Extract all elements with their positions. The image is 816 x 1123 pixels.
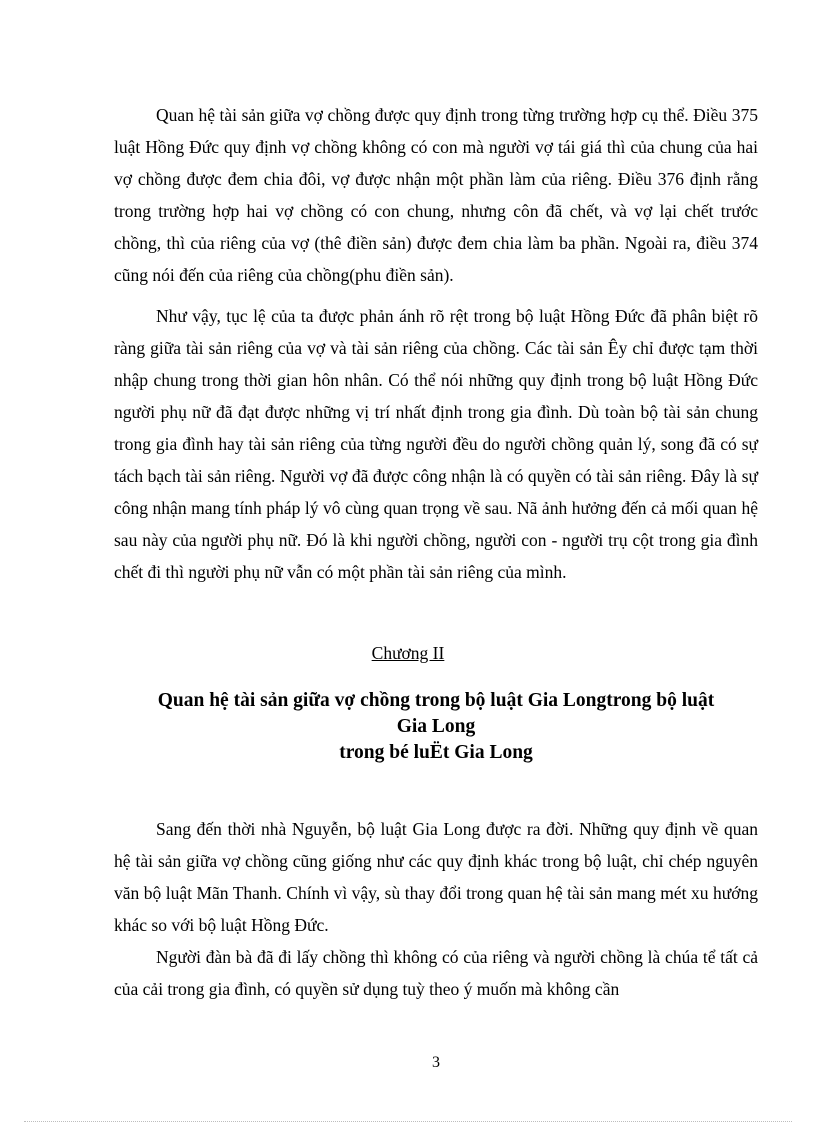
paragraph: Quan hệ tài sản giữa vợ chồng được quy định trong từng trường hợp cụ thể. Điều 375 luật Hồng Đức quy định vợ chồng không có con mà người vợ tái giá thì của chung của hai vợ chồng được đem chia đôi, vợ được nhận một phần làm của riêng. Điều 376 định rằng trong trường hợp hai vợ chồng có con chung, nhưng côn đã chết, và vợ lại chết trước chồng, thì của riêng của vợ (thê điền sản) được đem chia làm ba phần. Ngoài ra, điều 374 cũng nói đến của riêng của chồng(phu điền sản). (114, 105, 758, 285)
paragraph: Người đàn bà đã đi lấy chồng thì không có của riêng và người chồng là chúa tể tất cả của cải trong gia đình, có quyền sử dụng tuỳ theo ý muốn mà không cần (114, 947, 758, 999)
paragraph: Như vậy, tục lệ của ta được phản ánh rõ rệt trong bộ luật Hồng Đức đã phân biệt rõ ràng giữa tài sản riêng của vợ và tài sản riêng của chồng. Các tài sản Êy chỉ được tạm thời nhập chung trong thời gian hôn nhân. Có thể nói những quy định trong bộ luật Hồng Đức người phụ nữ đã đạt được những vị trí nhất định trong gia đình. Dù toàn bộ tài sản chung trong gia đình hay tài sản riêng của từng người đều do người chồng quản lý, song đã có sự tách bạch tài sản riêng. Người vợ đã được công nhận là có quyền có tài sản riêng. Đây là sự công nhận mang tính pháp lý vô cùng quan trọng về sau. Nã ảnh hưởng đến cả mối quan hệ sau này của người phụ nữ. Đó là khi người chồng, người con - người trụ cột trong gia đình chết đi thì người phụ nữ vẫn có một phần tài sản riêng của mình. (114, 306, 758, 582)
chapter-title-line: Gia Long (396, 716, 476, 737)
chapter-title (100, 688, 772, 766)
chapter-title-line: trong bé luËt Gia Long (339, 742, 533, 763)
page-bottom-border (24, 1121, 792, 1122)
paragraph: Sang đến thời nhà Nguyễn, bộ luật Gia Long được ra đời. Những quy định về quan hệ tài sản giữa vợ chồng cũng giống như các quy định khác trong bộ luật, chỉ chép nguyên văn bộ luật Mãn Thanh. Chính vì vậy, sù thay đổi trong quan hệ tài sản mang mét xu hướng khác so với bộ luật Hồng Đức. (114, 819, 758, 935)
chapter-label: Chương II (371, 643, 445, 663)
chapter-title-line: Quan hệ tài sản giữa vợ chồng trong bộ luật Gia Longtrong bộ luật (157, 690, 715, 711)
page-number: 3 (432, 1054, 440, 1071)
